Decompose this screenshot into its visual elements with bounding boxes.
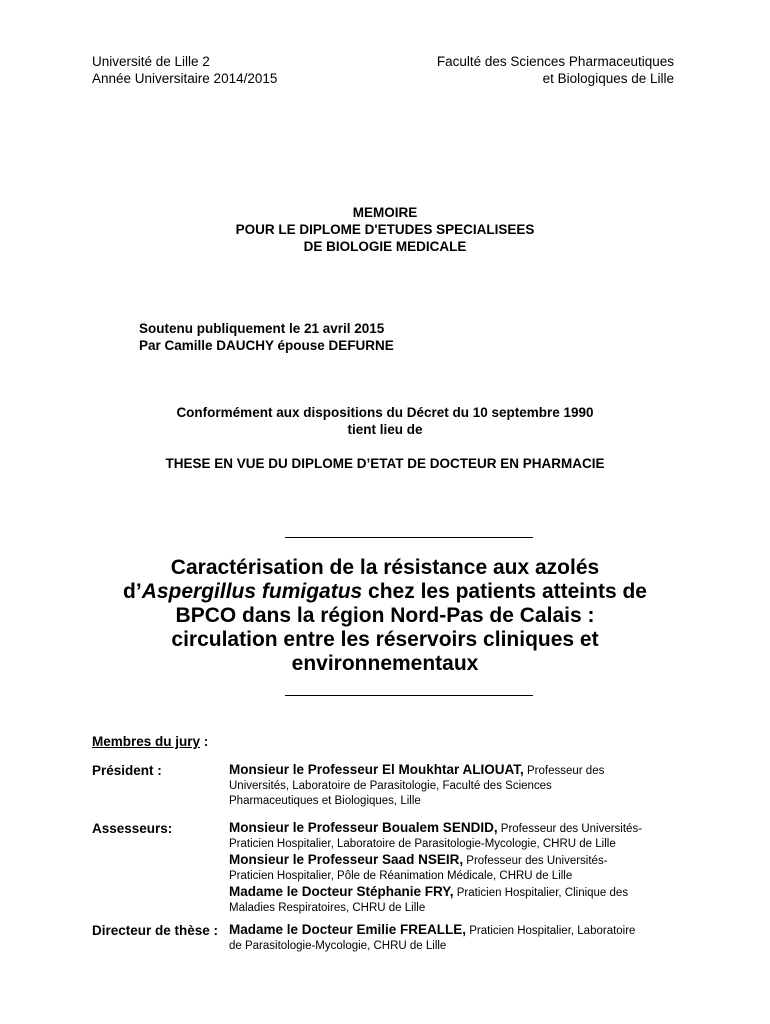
director-desc1: Praticien Hospitalier, Laboratoire <box>466 925 636 937</box>
director-entry <box>229 922 689 954</box>
title-rule-bottom <box>285 695 533 696</box>
title-line2-prefix: d’ <box>123 580 142 603</box>
defense-date: Soutenu publiquement le 21 avril 2015 <box>139 321 385 336</box>
director-desc2: de Parasitologie-Mycologie, CHRU de Lille <box>229 940 447 952</box>
assessor2-name: Monsieur le Professeur Saad NSEIR, <box>229 852 464 867</box>
assessor3-desc2: Maladies Respiratoires, CHRU de Lille <box>229 902 426 914</box>
conformity-line2: tient lieu de <box>347 422 423 437</box>
title-species: Aspergillus fumigatus <box>141 580 363 603</box>
thesis-degree: THESE EN VUE DU DIPLOME D’ETAT DE DOCTEUR EN PHARMACIE <box>165 456 605 471</box>
assessors-role: Assesseurs: <box>92 821 173 836</box>
president-name: Monsieur le Professeur El Moukhtar ALIOUAT, <box>229 762 524 777</box>
president-desc2: Universités, Laboratoire de Parasitologie, Faculté des Sciences <box>229 780 552 792</box>
university-name: Université de Lille 2 <box>92 54 210 69</box>
jury-label-colon: : <box>200 734 209 749</box>
title-rule-top <box>285 537 533 538</box>
title-line5: environnementaux <box>291 652 479 675</box>
conformity-line1: Conformément aux dispositions du Décret du 10 septembre 1990 <box>176 405 594 420</box>
defense-author: Par Camille DAUCHY épouse DEFURNE <box>139 338 394 353</box>
title-line2-suffix: chez les patients atteints de <box>362 580 647 603</box>
memoire-line2: POUR LE DIPLOME D'ETUDES SPECIALISEES <box>235 222 535 237</box>
thesis-title <box>0 556 770 676</box>
president-entry <box>229 762 689 809</box>
university-header <box>92 53 277 87</box>
assessors-entry <box>229 820 689 916</box>
memoire-line3: DE BIOLOGIE MEDICALE <box>303 239 467 254</box>
assessor1-desc2: Praticien Hospitalier, Laboratoire de Parasitologie-Mycologie, CHRU de Lille <box>229 838 616 850</box>
faculty-header <box>437 53 674 87</box>
assessor3-name: Madame le Docteur Stéphanie FRY, <box>229 884 454 899</box>
assessor1-name: Monsieur le Professeur Boualem SENDID, <box>229 820 498 835</box>
title-line4: circulation entre les réservoirs cliniques et <box>171 628 599 651</box>
director-role: Directeur de thèse : <box>92 923 219 938</box>
faculty-name-line1: Faculté des Sciences Pharmaceutiques <box>436 54 674 69</box>
title-line3: BPCO dans la région Nord-Pas de Calais : <box>175 604 595 627</box>
assessor2-desc1: Professeur des Universités- <box>463 855 608 867</box>
faculty-name-line2: et Biologiques de Lille <box>542 71 674 86</box>
jury-label: Membres du jury <box>92 734 201 749</box>
president-desc3: Pharmaceutiques et Biologiques, Lille <box>229 795 421 807</box>
memoire-line1: MEMOIRE <box>352 205 418 220</box>
conformity-statement <box>0 404 770 438</box>
academic-year: Année Universitaire 2014/2015 <box>92 71 278 86</box>
president-desc1: Professeur des <box>523 765 605 777</box>
title-line2 <box>0 580 770 604</box>
assessor1-desc1: Professeur des Universités- <box>497 823 643 835</box>
defense-info <box>139 320 394 354</box>
president-role: Président : <box>92 763 162 778</box>
jury-heading <box>92 733 208 750</box>
assessor2-desc2: Praticien Hospitalier, Pôle de Réanimation Médicale, CHRU de Lille <box>229 870 573 882</box>
memoire-heading <box>0 204 770 255</box>
director-name: Madame le Docteur Emilie FREALLE, <box>229 922 467 937</box>
title-line1: Caractérisation de la résistance aux azolés <box>170 556 600 579</box>
assessor3-desc1: Praticien Hospitalier, Clinique des <box>453 887 629 899</box>
